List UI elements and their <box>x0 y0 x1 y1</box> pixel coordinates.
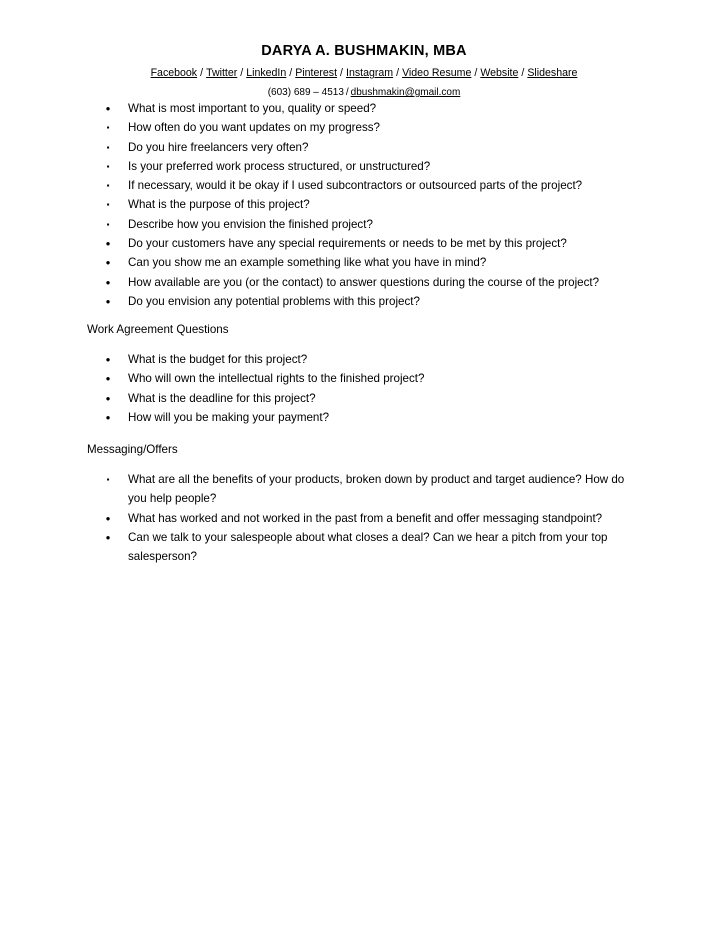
facebook-link[interactable]: Facebook <box>150 67 198 79</box>
list-item-text: How available are you (or the contact) to answer questions during the course of the project? <box>128 275 600 289</box>
list-item-text: Can we talk to your salespeople about what closes a deal? Can we hear a pitch from your top salesperson? <box>128 530 608 564</box>
list-item <box>0 138 728 157</box>
work-agreement-list <box>0 350 728 427</box>
bullet-icon: ▪ <box>106 123 110 133</box>
list-item-text: How often do you want updates on my progress? <box>128 121 380 135</box>
list-item <box>0 389 728 408</box>
work-agreement-heading: Work Agreement Questions <box>87 323 229 336</box>
website-link[interactable]: Website <box>480 67 519 79</box>
list-item <box>0 470 728 509</box>
author-name: DARYA A. BUSHMAKIN, MBA <box>261 43 467 59</box>
list-item-text: Do you envision any potential problems with this project? <box>128 294 420 308</box>
list-item <box>0 528 728 567</box>
list-item <box>0 176 728 195</box>
bullet-icon: ● <box>105 104 111 113</box>
bullet-icon: ● <box>105 374 111 384</box>
slideshare-link[interactable]: Slideshare <box>527 67 578 79</box>
bullet-icon: ▪ <box>106 181 110 191</box>
list-item-text: What is the purpose of this project? <box>128 198 310 212</box>
separator: / <box>474 67 478 79</box>
list-item-text: What is most important to you, quality or speed? <box>128 102 377 115</box>
letterhead <box>0 42 728 99</box>
list-item <box>0 118 728 137</box>
email-link[interactable]: dbushmakin@gmail.com <box>350 87 461 98</box>
separator: / <box>200 67 204 79</box>
contact-line <box>0 86 728 99</box>
list-item-text: Who will own the intellectual rights to the finished project? <box>128 372 425 386</box>
list-item-text: What has worked and not worked in the past from a benefit and offer messaging standpoint? <box>128 511 603 525</box>
bullet-icon: ▪ <box>106 475 110 484</box>
bullet-icon: ● <box>105 355 111 364</box>
messaging-heading: Messaging/Offers <box>87 443 178 456</box>
list-item <box>0 215 728 234</box>
list-item <box>0 369 728 388</box>
bullet-icon: ● <box>105 277 111 287</box>
bullet-icon: ● <box>105 532 111 542</box>
list-item-text: If necessary, would it be okay if I used subcontractors or outsourced parts of the project? <box>128 179 583 193</box>
project-questions-list <box>0 99 728 311</box>
bullet-icon: ▪ <box>106 161 110 171</box>
separator: / <box>396 67 400 79</box>
separator: / <box>345 87 349 98</box>
bullet-icon: ▪ <box>106 142 110 152</box>
list-item-text: Can you show me an example something like what you have in mind? <box>128 256 487 270</box>
list-item <box>0 292 728 311</box>
list-item <box>0 253 728 272</box>
bullet-icon: ● <box>105 296 111 306</box>
separator: / <box>521 67 525 79</box>
linkedin-link[interactable]: LinkedIn <box>246 67 287 79</box>
bullet-icon: ▪ <box>106 200 110 210</box>
list-item-text: What is the deadline for this project? <box>128 391 316 405</box>
bullet-icon: ● <box>105 258 111 268</box>
twitter-link[interactable]: Twitter <box>206 67 238 79</box>
bullet-icon: ● <box>105 513 111 523</box>
bullet-icon: ● <box>105 412 111 422</box>
list-item <box>0 195 728 214</box>
list-item-text: What are all the benefits of your products, broken down by product and target audience? How do you help people? <box>128 473 625 506</box>
list-item-text: Is your preferred work process structured, or unstructured? <box>128 159 431 173</box>
video-resume-link[interactable]: Video Resume <box>402 67 472 79</box>
list-item <box>0 509 728 528</box>
list-item <box>0 350 728 369</box>
list-item <box>0 157 728 176</box>
list-item <box>0 408 728 427</box>
bullet-icon: ▪ <box>106 219 110 229</box>
list-item-text: Describe how you envision the finished project? <box>128 217 373 231</box>
list-item <box>0 273 728 292</box>
bullet-icon: ● <box>105 239 111 249</box>
list-item-text: Do your customers have any special requirements or needs to be met by this project? <box>128 237 567 251</box>
instagram-link[interactable]: Instagram <box>346 67 394 79</box>
separator: / <box>340 67 343 79</box>
list-item <box>0 234 728 253</box>
pinterest-link[interactable]: Pinterest <box>295 67 338 79</box>
separator: / <box>289 67 293 79</box>
list-item-text: Do you hire freelancers very often? <box>128 140 309 154</box>
social-links <box>0 66 728 80</box>
list-item-text: What is the budget for this project? <box>128 353 308 366</box>
separator: / <box>240 67 244 79</box>
messaging-list <box>0 470 728 566</box>
phone-number: (603) 689 – 4513 <box>267 87 344 98</box>
list-item-text: How will you be making your payment? <box>128 410 330 424</box>
bullet-icon: ● <box>105 393 111 403</box>
list-item <box>0 99 728 118</box>
